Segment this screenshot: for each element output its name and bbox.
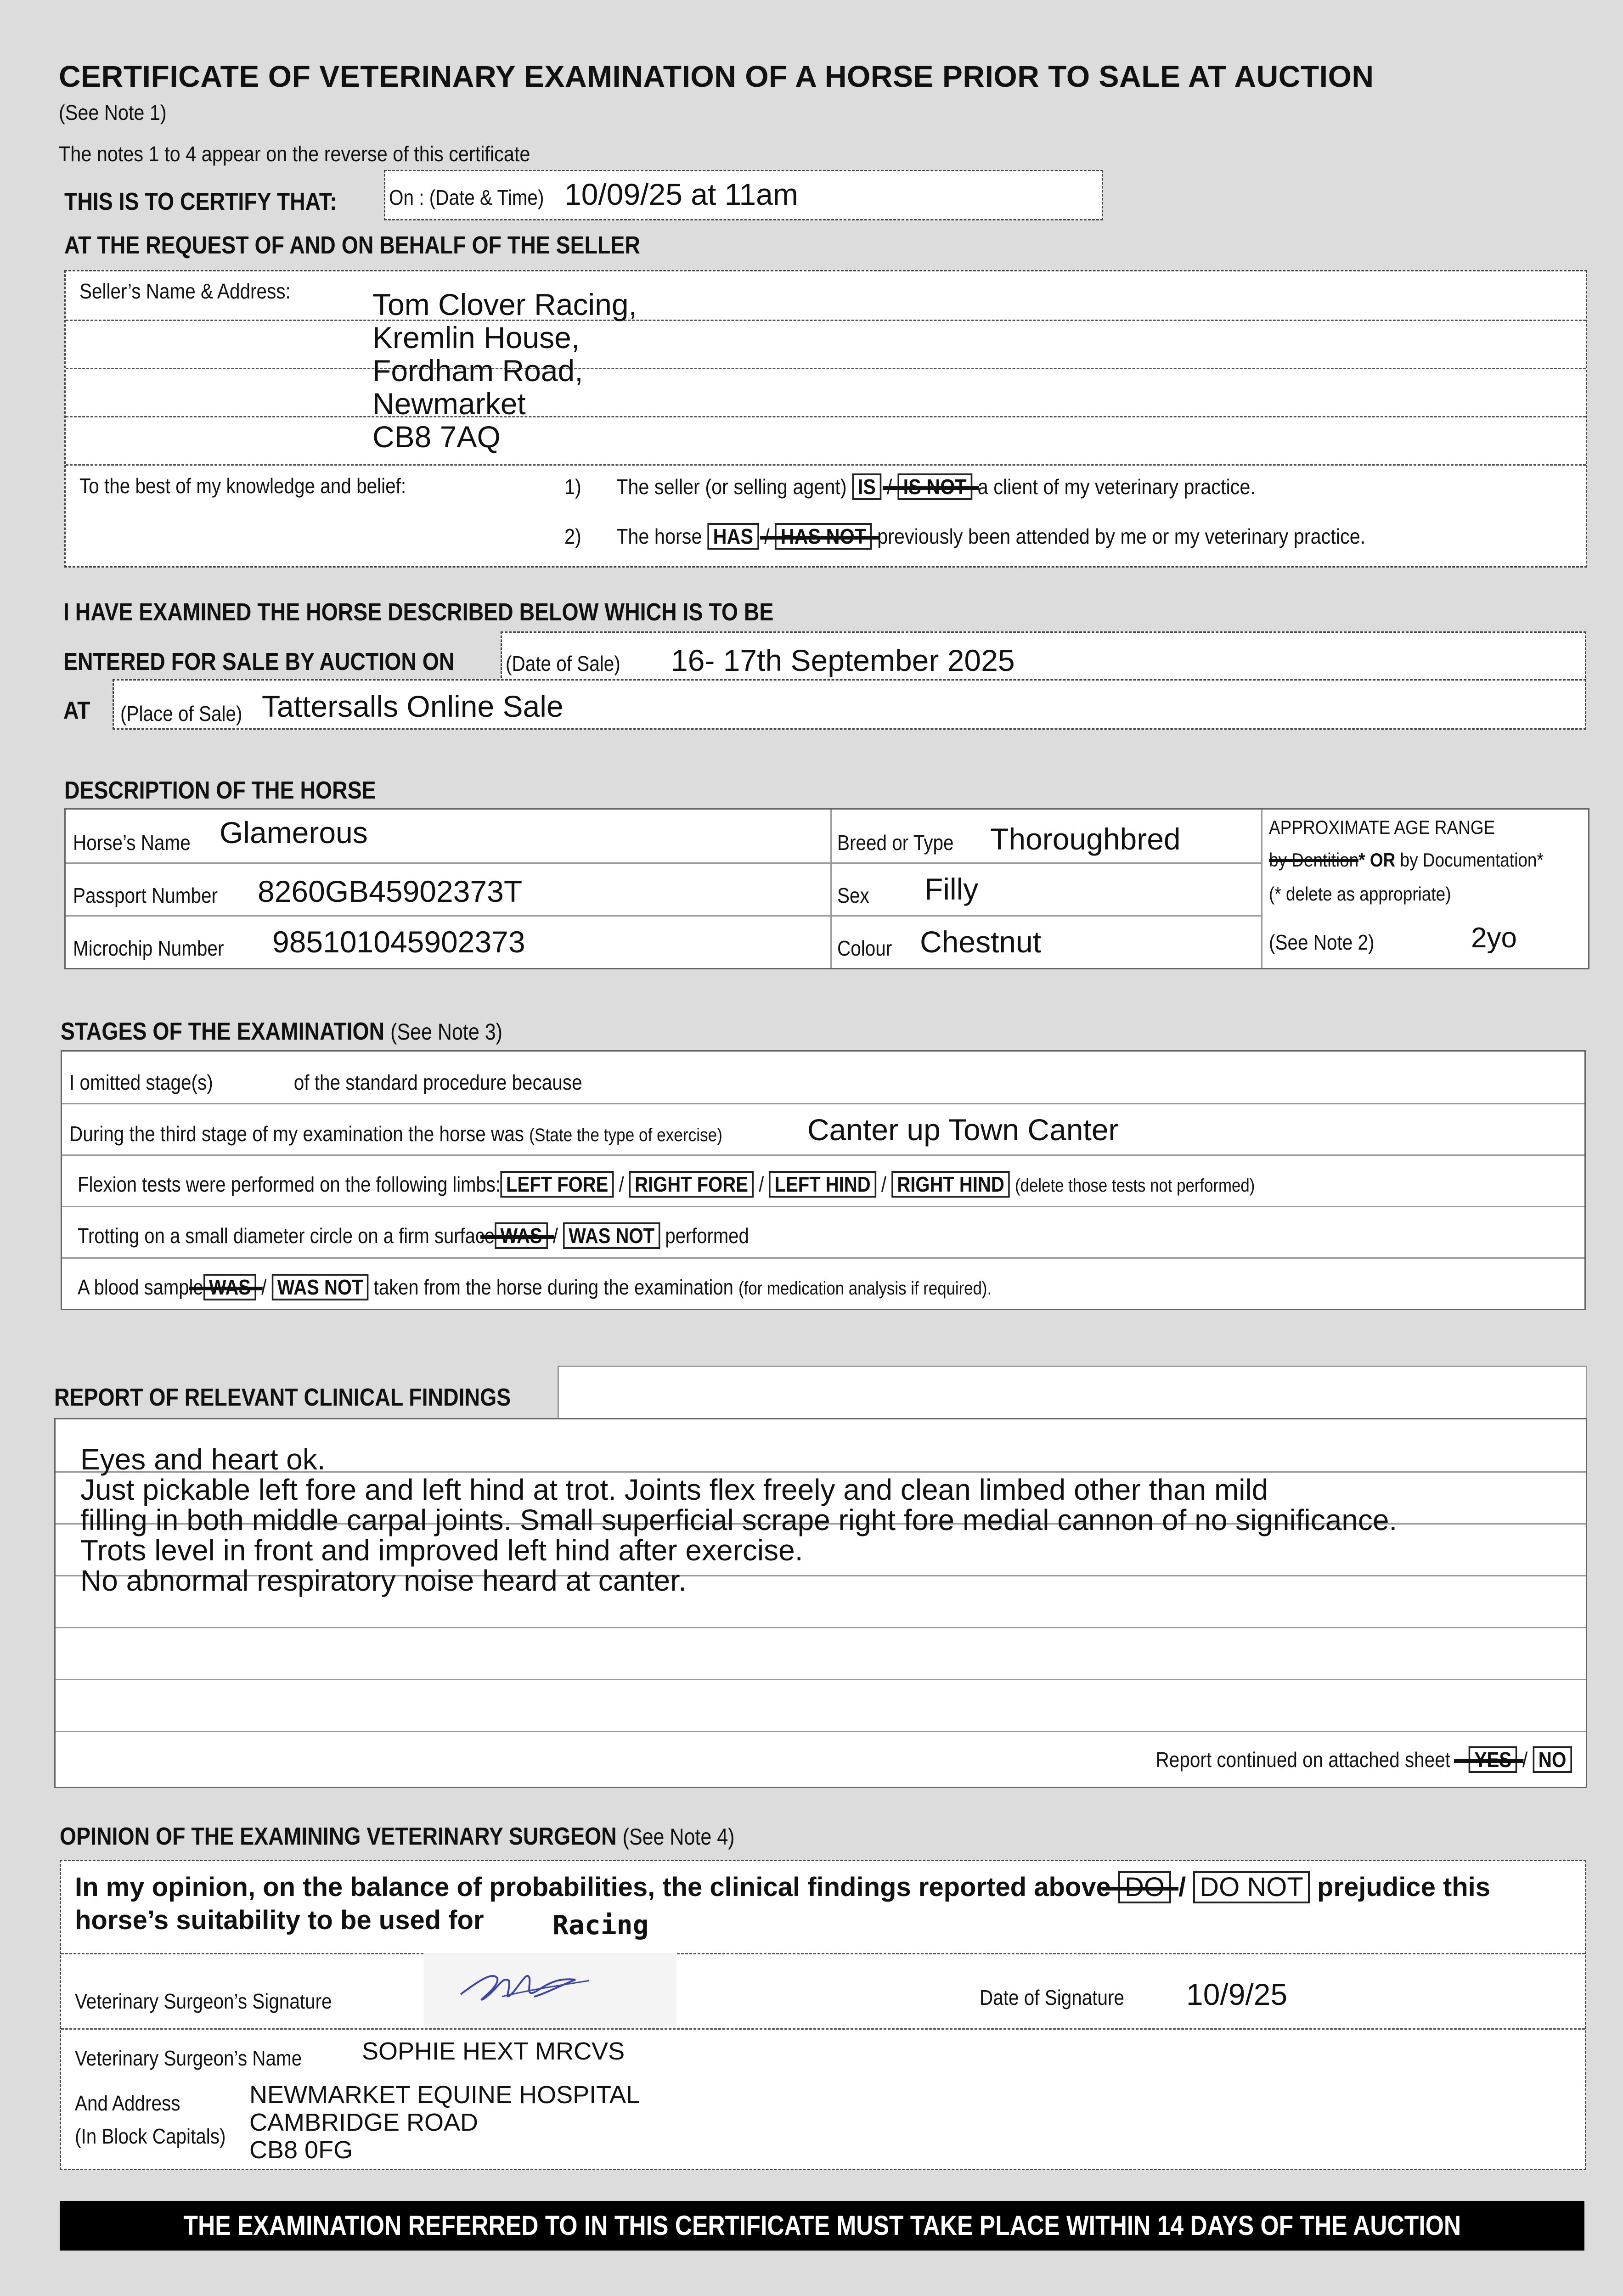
dentition-option[interactable]: by Dentition	[1269, 849, 1359, 871]
stages-title-line	[61, 1017, 502, 1046]
age-see-note: (See Note 2)	[1269, 930, 1375, 954]
opinion-statement-text: In my opinion, on the balance of probabilities, the clinical findings reported above	[75, 1872, 1111, 1902]
horse-name-label: Horse’s Name	[73, 831, 191, 855]
client-statement: 1) The seller (or selling agent) IS / IS NOT a client of my veterinary practice.	[564, 473, 1256, 500]
intended-use-value: Racing	[552, 1909, 649, 1941]
date-of-signature-value: 10/9/25	[1186, 1977, 1288, 2011]
left-hind-option[interactable]: LEFT HIND	[769, 1171, 876, 1198]
do-option[interactable]: DO	[1118, 1871, 1171, 1903]
item2-text: The horse	[616, 524, 702, 548]
item1-tail: a client of my veterinary practice.	[977, 475, 1256, 499]
knowledge-label: To the best of my knowledge and belief:	[79, 474, 406, 498]
entered-label: ENTERED FOR SALE BY AUCTION ON	[63, 648, 455, 675]
stages-see-note: (See Note 3)	[390, 1019, 502, 1045]
colour-label: Colour	[837, 936, 892, 960]
exam-date-value: 10/09/25 at 11am	[564, 177, 798, 211]
sale-date-sublabel: (Date of Sale)	[506, 652, 620, 675]
third-stage-label: During the third stage of my examination the horse was	[69, 1122, 524, 1146]
age-or: * OR	[1358, 849, 1396, 871]
seller-name-label: Seller’s Name & Address:	[79, 279, 291, 303]
opinion-title: OPINION OF THE EXAMINING VETERINARY SURGEON	[60, 1823, 617, 1850]
certificate-title: CERTIFICATE OF VETERINARY EXAMINATION OF A HORSE PRIOR TO SALE AT AUCTION	[59, 59, 1374, 93]
third-stage-sublabel: (State the type of exercise)	[529, 1125, 722, 1145]
age-delete-note: (* delete as appropriate)	[1269, 883, 1451, 905]
continued-label: Report continued on attached sheet	[1155, 1748, 1451, 1772]
age-value: 2yo	[1471, 922, 1517, 954]
block-capitals-label: (In Block Capitals)	[75, 2124, 226, 2148]
footer-banner	[60, 2201, 1584, 2251]
finding-line-5: No abnormal respiratory noise heard at canter.	[80, 1564, 687, 1597]
is-option[interactable]: IS	[852, 473, 881, 500]
blood-tail: taken from the horse during the examination	[373, 1275, 733, 1299]
horse-section-title: DESCRIPTION OF THE HORSE	[64, 777, 376, 804]
findings-title: REPORT OF RELEVANT CLINICAL FINDINGS	[54, 1384, 511, 1411]
third-stage-row	[69, 1121, 722, 1146]
finding-line-1: Eyes and heart ok.	[80, 1443, 326, 1476]
surgeon-name-value: SOPHIE HEXT MRCVS	[362, 2037, 625, 2065]
signature-image	[424, 1953, 676, 2028]
examined-label: I HAVE EXAMINED THE HORSE DESCRIBED BELOW WHICH IS TO BE	[63, 598, 774, 626]
blood-was-not-option[interactable]: WAS NOT	[272, 1274, 369, 1300]
trot-was-not-option[interactable]: WAS NOT	[563, 1222, 660, 1249]
opinion-statement: In my opinion, on the balance of probabilities, the clinical findings reported above DO / DO NOT prejudice this	[75, 1871, 1490, 1903]
has-option[interactable]: HAS	[707, 523, 759, 550]
flexion-row: Flexion tests were performed on the following limbs: LEFT FORE / RIGHT FORE / LEFT HIND / RIGHT HIND (delete those tests not performed)	[78, 1171, 1255, 1198]
documentation-option[interactable]: by Documentation*	[1400, 849, 1544, 871]
sale-date-value: 16- 17th September 2025	[671, 643, 1015, 677]
continued-row: Report continued on attached sheet YES / NO	[1156, 1746, 1572, 1773]
item2-tail: previously been attended by me or my veterinary practice.	[877, 524, 1366, 548]
sale-place-sublabel: (Place of Sale)	[120, 702, 242, 726]
seller-address-line-3: Fordham Road,	[372, 354, 583, 388]
blood-sample-row: A blood sample WAS / WAS NOT taken from the horse during the examination (for medication analysis if required).	[78, 1274, 992, 1300]
notes-line: The notes 1 to 4 appear on the reverse of this certificate	[59, 142, 530, 166]
request-label: AT THE REQUEST OF AND ON BEHALF OF THE SELLER	[64, 231, 640, 259]
exam-date-field[interactable]	[384, 170, 1103, 220]
microchip-value: 985101045902373	[272, 925, 525, 959]
surgeon-name-label: Veterinary Surgeon’s Name	[75, 2046, 302, 2070]
do-not-option[interactable]: DO NOT	[1193, 1871, 1310, 1903]
trotting-tail: performed	[665, 1224, 749, 1248]
seller-address-line-5: CB8 7AQ	[372, 420, 501, 454]
trotting-row: Trotting on a small diameter circle on a firm surface WAS / WAS NOT performed	[78, 1222, 749, 1249]
item2-number: 2)	[564, 524, 581, 548]
seller-address-line-1: Tom Clover Racing,	[372, 287, 637, 321]
date-of-signature-label: Date of Signature	[980, 1986, 1125, 2009]
signature-label: Veterinary Surgeon’s Signature	[75, 1989, 332, 2013]
blood-was-option[interactable]: WAS	[203, 1274, 257, 1300]
passport-label: Passport Number	[73, 884, 218, 907]
seller-address-line-4: Newmarket	[372, 387, 526, 421]
breed-value: Thoroughbred	[990, 822, 1181, 856]
exam-date-label: On : (Date & Time)	[389, 186, 544, 209]
continued-no-option[interactable]: NO	[1533, 1746, 1572, 1773]
horse-description-table	[64, 808, 1589, 969]
age-method-line	[1269, 849, 1544, 871]
flexion-note: (delete those tests not performed)	[1015, 1176, 1255, 1196]
blood-note: (for medication analysis if required).	[738, 1278, 992, 1299]
colour-value: Chestnut	[920, 925, 1042, 959]
omitted-pre-text: I omitted stage(s)	[69, 1070, 213, 1094]
passport-value: 8260GB45902373T	[258, 874, 523, 908]
findings-box	[54, 1418, 1587, 1788]
at-label: AT	[63, 697, 90, 724]
address-label: And Address	[75, 2091, 180, 2115]
omitted-post-text: of the standard procedure because	[293, 1070, 582, 1094]
surgeon-address-line-2: CAMBRIDGE ROAD	[249, 2109, 479, 2136]
see-note-1: (See Note 1)	[59, 101, 167, 124]
opinion-title-line	[60, 1822, 734, 1851]
sale-place-value: Tattersalls Online Sale	[262, 689, 564, 723]
right-fore-option[interactable]: RIGHT FORE	[629, 1171, 754, 1198]
opinion-box	[60, 1860, 1586, 2170]
finding-line-2: Just pickable left fore and left hind at trot. Joints flex freely and clean limbed other than mild	[80, 1473, 1268, 1506]
findings-title-extension	[558, 1366, 1587, 1420]
horse-name-value: Glamerous	[220, 816, 368, 850]
flexion-label: Flexion tests were performed on the following limbs:	[78, 1172, 501, 1196]
stages-table	[61, 1050, 1586, 1310]
continued-yes-option[interactable]: YES	[1469, 1746, 1517, 1773]
item1-number: 1)	[564, 475, 581, 499]
third-stage-value: Canter up Town Canter	[807, 1113, 1119, 1147]
omitted-stages-row	[69, 1070, 582, 1095]
finding-line-4: Trots level in front and improved left hind after exercise.	[80, 1534, 803, 1567]
opinion-statement-tail: prejudice this	[1317, 1872, 1491, 1902]
opinion-see-note: (See Note 4)	[622, 1824, 735, 1850]
is-not-option[interactable]: IS NOT	[897, 473, 972, 500]
seller-box	[64, 270, 1587, 568]
sex-label: Sex	[837, 884, 869, 907]
blood-label: A blood sample	[78, 1275, 203, 1299]
sale-date-field[interactable]	[501, 631, 1586, 682]
certify-label: THIS IS TO CERTIFY THAT:	[64, 188, 337, 215]
finding-line-3: filling in both middle carpal joints. Small superficial scrape right fore medial cannon of no significance.	[80, 1503, 1398, 1536]
has-not-option[interactable]: HAS NOT	[775, 523, 872, 550]
trot-was-option[interactable]: WAS	[495, 1222, 548, 1249]
footer-text: THE EXAMINATION REFERRED TO IN THIS CERTIFICATE MUST TAKE PLACE WITHIN 14 DAYS OF THE AUCTION	[183, 2210, 1461, 2241]
left-fore-option[interactable]: LEFT FORE	[501, 1171, 614, 1198]
age-range-title: APPROXIMATE AGE RANGE	[1269, 816, 1495, 838]
sex-value: Filly	[924, 872, 979, 906]
surgeon-address-line-1: NEWMARKET EQUINE HOSPITAL	[249, 2081, 640, 2109]
breed-label: Breed or Type	[837, 831, 954, 855]
trotting-label: Trotting on a small diameter circle on a firm surface	[78, 1224, 495, 1248]
item1-text: The seller (or selling agent)	[616, 475, 847, 499]
seller-address-line-2: Kremlin House,	[372, 321, 580, 355]
right-hind-option[interactable]: RIGHT HIND	[891, 1171, 1010, 1198]
attended-statement: 2) The horse HAS / HAS NOT previously been attended by me or my veterinary practice.	[564, 523, 1365, 550]
surgeon-address-line-3: CB8 0FG	[249, 2136, 353, 2164]
suitability-line: horse’s suitability to be used for	[75, 1905, 484, 1935]
microchip-label: Microchip Number	[73, 936, 224, 960]
stages-title: STAGES OF THE EXAMINATION	[61, 1018, 385, 1045]
sale-place-field[interactable]	[113, 679, 1586, 730]
